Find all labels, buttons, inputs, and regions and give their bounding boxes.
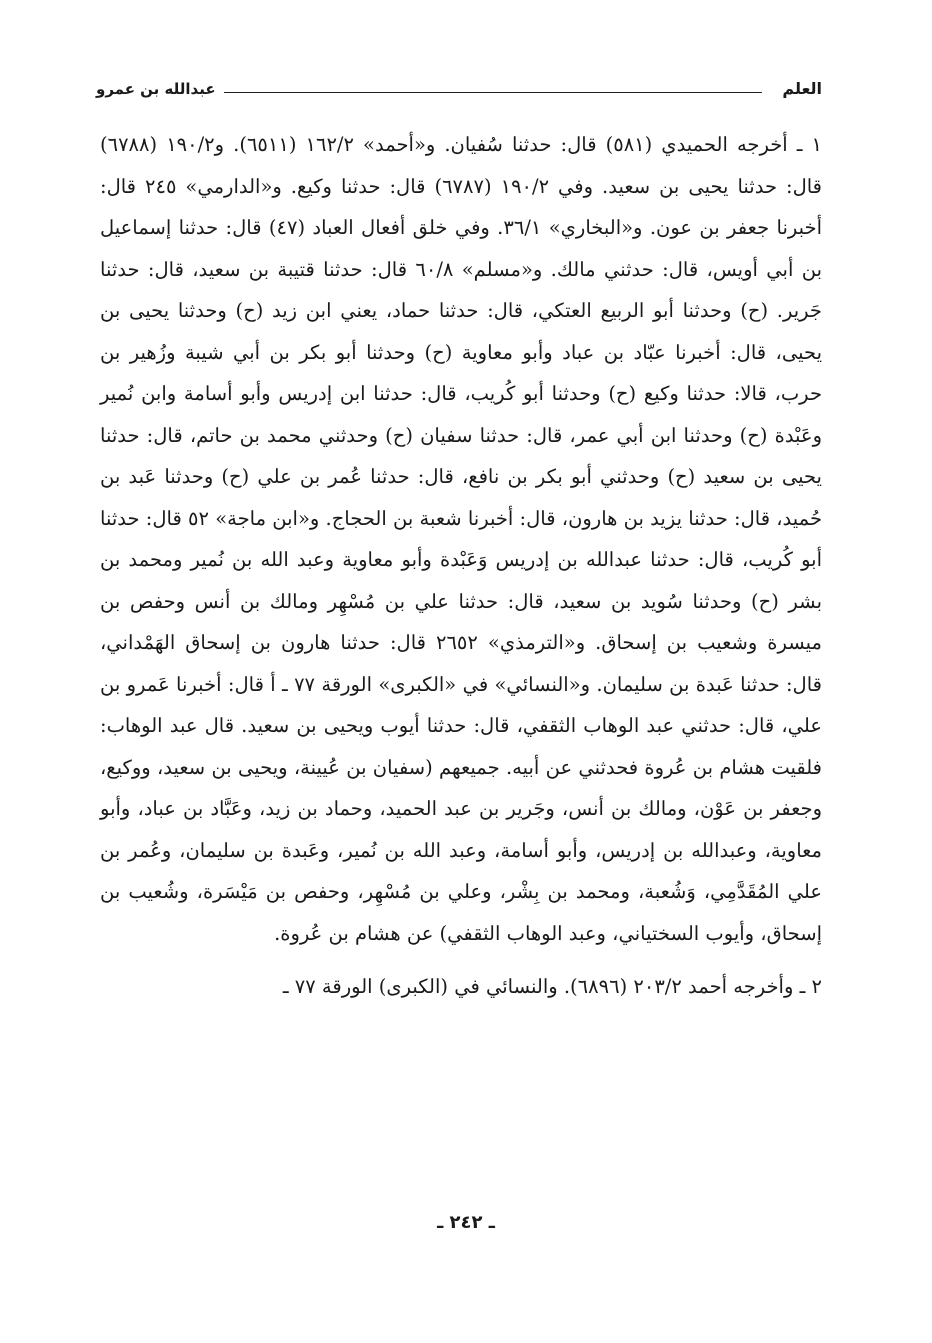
footnote-1: ١ ـ أخرجه الحميدي (٥٨١) قال: حدثنا سُفيان. و«أحمد» ١٦٢/٢ (٦٥١١). و١٩٠/٢ (٦٧٨٨) قال: حدثنا يحيى بن سعيد. وفي ١٩٠/٢ (٦٧٨٧) قال: حدثنا وكيع. و«الدارمي» ٢٤٥ قال: أخبرنا جعفر بن عون. و«البخاري» ٣٦/١. وفي خلق أفعال العباد (٤٧) قال: حدثنا إسماعيل بن أبي أويس، قال: حدثني مالك. و«مسلم» ٦٠/٨ قال: حدثنا قتيبة بن سعيد، قال: حدثنا جَرير. (ح) وحدثنا أبو الربيع العتكي، قال: حدثنا حماد، يعني ابن زيد (ح) وحدثنا يحيى بن يحيى، قال: أخبرنا عبّاد بن عباد وأبو معاوية (ح) وحدثنا أبو بكر بن أبي شيبة وزُهير بن حرب، قالا: حدثنا وكيع (ح) وحدثنا أبو كُريب، قال: حدثنا ابن إدريس وأبو أسامة وابن نُمير وعَبْدة (ح) وحدثنا ابن أبي عمر، قال: حدثنا سفيان (ح) وحدثني محمد بن حاتم، قال: حدثنا يحيى بن سعيد (ح) وحدثني أبو بكر بن نافع، قال: حدثنا عُمر بن علي (ح) وحدثنا عَبد بن حُميد، قال: حدثنا يزيد بن هارون، قال: أخبرنا شعبة بن الحجاج. و«ابن ماجة» ٥٢ قال: حدثنا أبو كُريب، قال: حدثنا عبدالله بن إدريس وَعَبْدة وأبو معاوية وعبد الله بن نُمير ومحمد بن بشر (ح) وحدثنا سُويد بن سعيد، قال: حدثنا علي بن مُسْهِر ومالك بن أنس وحفص بن ميسرة وشعيب بن إسحاق. و«الترمذي» ٢٦٥٢ قال: حدثنا هارون بن إسحاق الهَمْداني، قال: حدثنا عَبدة بن سليمان. و«النسائي» في «الكبرى» الورقة ٧٧ ـ أ قال: أخبرنا عَمرو بن علي، قال: حدثني عبد الوهاب الثقفي، قال: حدثنا أيوب ويحيى بن سعيد. قال عبد الوهاب: فلقيت هشام بن عُروة فحدثني عن أبيه. جميعهم (سفيان بن عُيينة، ويحيى بن سعيد، ووكيع، وجعفر بن عَوْن، ومالك بن أنس، وجَرير بن عبد الحميد، وحماد بن زيد، وعَبَّاد بن عباد، وأبو معاوية، وعبدالله بن إدريس، وأبو أسامة، وعبد الله بن نُمير، وعَبدة بن سليمان، وعُمر بن علي المُقَدَّمِي، وَشُعبة، ومحمد بن بِشْر، وعلي بن مُسْهِر، وحفص بن مَيْسَرة، وشُعيب بن إسحاق، وأيوب السختياني، وعبد الوهاب الثقفي) عن هشام بن عُروة. — [100, 133, 823, 945]
footnote-2: ٢ ـ وأخرجه أحمد ٢٠٣/٢ (٦٨٩٦). والنسائي في (الكبرى) الورقة ٧٧ ـ — [282, 975, 822, 998]
footnotes-block — [100, 124, 822, 1008]
page-number: ـ ٢٤٢ ـ — [437, 1212, 495, 1233]
book-title: عبدالله بن عمرو — [96, 80, 216, 98]
running-header — [96, 74, 822, 104]
header-rule — [224, 92, 762, 93]
chapter-title: العلم — [782, 79, 822, 98]
